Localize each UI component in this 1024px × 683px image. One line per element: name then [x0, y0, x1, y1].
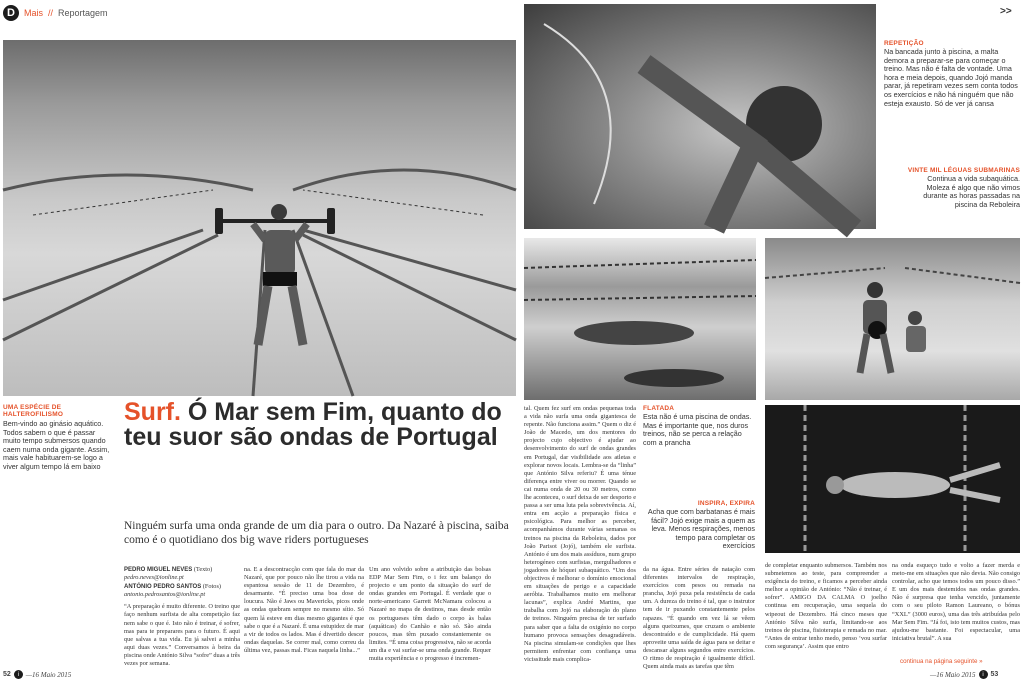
caption-text: Acha que com barbatanas é mais fácil? Jojó exige mais a quem as leva. Menos respirações, menos tempo para completar os exercícios [647, 507, 755, 551]
page-number-left: 52 [3, 671, 11, 678]
column-2-text: na. E a descontracção com que fala do mar da Nazaré, que por pouco não lhe tirou a vida na espantosa sessão de 11 de Dezembro, é desarmante. “É preciso uma boa dose de loucura. Não é Jaws ou Mavericks, picos onde as ondas quebram sempre no mesmo sítio. Só quem lá esteve em dias mesmo gigantes é que sabe o que é a Nazaré. É uma estupidez de mar a vir de todos os lados. Mas é divertido descer ondas daquelas. Se correr mal, como correu da última vez, passas mal. Ficas naquela linha...” [244, 566, 364, 654]
photo-kettlebell [765, 238, 1020, 400]
page-number-right: 53 [990, 671, 999, 678]
section-separator: // [48, 8, 54, 18]
byline-email-1: pedro.neves@ionline.pt [124, 574, 184, 582]
publication-logo: D [3, 5, 19, 21]
article-column-7 [892, 562, 1020, 647]
caption-text: Bem-vindo ao ginásio aquático. Todos sabem o que é passar muito tempo submersos quando caem numa onda gigante. Assim, mais vale habituarem-se logo a viver algum tempo lá em baixo [3, 419, 110, 471]
photo-swimmers-lanes [524, 238, 756, 400]
section-prefix: Mais [24, 8, 44, 18]
column-7-text: na onda esqueço tudo e volto a fazer merda e meto-me em situações que não devia. Não consigo controlar, acho que temos todos um pouco disso.” E um dos mais destemidos nas ondas grandes. Não é surpresa que tenha vencido, juntamente com o seu piloto Ramon Laureano, o bónus “XXL” (3000 euros), uma das três atribuídas pelo Mar Sem Fim. “Já foi, isto tem muitos custos, mas ajudou-me bastante. Foi espectacular, uma iniciativa brutal”. A sua [892, 562, 1020, 642]
article-column-2 [244, 566, 364, 666]
byline-author-2: ANTÓNIO PEDRO SANTOS [124, 584, 202, 591]
column-4-text: tal. Quem fez surf em ondas pequenas toda a vida não surfa uma onda gigantesca de repente. Não funciona assim.” Quem o diz é João de Macedo, um dos mentores do projecto cujo objectivo é ajudar ao desenvolvimento do surf de ondas grandes em Portugal, dar visibilidade aos atletas e explorar novos locais. Lembra-se da “linha” que António Silva referiu? É uma ténue diferença entre viver ou morrer. Quando se cai numa onda de 20 ou 30 metros, como lhe aconteceu, o surf deixa de ser desporto e passa a ser uma luta pela sobrevivência. Aí, entra em acção a preparação física e psicológica. Para melhor as perceber, acompanhámos durante várias semanas os treinos na piscina da Reboleira, dados por João Parisot (Jojó), também ele surfista. António é um dos mais assíduos, num grupo heterogéneo com surfistas, mergulhadores e jogadores de hóquei subaquático. “Um dos objectivos é melhorar o domínio emocional em situações de perigo e a capacidade aeróbia. Trabalhamos muito em melhorar lacunas”, explica André Martins, que trabalha com Jojó na elaboração do plano de treinos. Ninguém precisa de ter surfado para saber que a falta de oxigénio no corpo humano provoca sensações desagradáveis. Na piscina simulam-se condições que lhes permitem enfrentar com confiança uma vicissitude mais complica- [524, 405, 636, 663]
swimmer-illustration [524, 4, 876, 229]
caption-title: UMA ESPÉCIE DE HALTEROFILISMO [3, 404, 64, 418]
date-left: —16 Maio 2015 [25, 670, 72, 679]
next-page-icon: >> [1000, 6, 1012, 17]
caption-title: INSPIRA, EXPIRA [697, 500, 755, 507]
article-headline [124, 400, 514, 450]
headline-rest: Ó Mar sem Fim, quanto do teu suor são ondas de Portugal [124, 398, 502, 451]
caption-title: VINTE MIL LÉGUAS SUBMARINAS [907, 167, 1020, 174]
byline-author-1: PEDRO MIGUEL NEVES [124, 567, 193, 573]
swimmer-dark-illustration [765, 405, 1020, 553]
caption-title: FLATADA [643, 405, 675, 412]
headline-lead: Surf. [124, 398, 181, 426]
continue-arrow-icon: » [979, 658, 983, 665]
brand-logo-right: i [979, 670, 988, 679]
column-1-text: “A preparação é muito diferente. O treino que faço nenhum surfista de alta competição faz nem sabe o que é. Isto não é treinar, é sofrer, mas para te preparares para o futuro. É aqui que salvas a tua vida. Eu já salvei a minha aqui duas vezes.” Conversamos à beira da piscina onde António Silva “sofre” duas a três vezes por semana. [124, 603, 240, 668]
caption-vinte-mil [884, 167, 1020, 209]
article-column-5 [643, 566, 755, 671]
caption-halterofilismo [3, 404, 113, 472]
article-column-4 [524, 405, 636, 663]
main-photo-weightlifter [3, 40, 516, 396]
column-3-text: Um ano volvido sobre a atribuição das bolsas EDP Mar Sem Fim, o i fez um balanço do projecto e um ponto da situação do surf de ondas grandes em Portugal. É verdade que o norte-americano Garrett McNamara colocou a Nazaré no mapa de destinos, mas desde então os portugueses têm dado o corpo às balas (aquáticas) do Canhão e não só. São ainda poucos, mas têm puxado constantemente os limites. “É uma coisa progressiva, não se acorda um dia e vai surfar-se uma onda grande. Requer muita experiência e o progresso é incremen- [369, 566, 491, 663]
article-column-3 [369, 566, 491, 666]
byline-email-2: antonio.pedrosantos@ionline.pt [124, 591, 206, 599]
byline-role-2: (Fotos) [202, 583, 222, 591]
continue-link-text: continua na página seguinte [900, 658, 978, 665]
caption-text: Esta não é uma piscina de ondas. Mas é importante que, nos duros treinos, não se perca a relação com a prancha [643, 412, 752, 447]
caption-inspira [643, 500, 755, 551]
article-column-6 [765, 562, 887, 663]
photo-swimmer-close [524, 4, 876, 229]
caption-repeticao [884, 40, 1020, 108]
kettlebell-illustration [765, 238, 1020, 400]
footer-left [3, 670, 71, 679]
continue-link[interactable] [900, 658, 983, 665]
caption-flatada [643, 405, 755, 447]
brand-logo-left: i [14, 670, 23, 679]
column-5-text: da na água. Entre séries de natação com diferentes intervalos de respiração, exercícios com pesos ou remada na prancha, Jojó puxa pela resistência de cada um. A dureza do treino é tal, que o instrutor tem de ir puxando constantemente pelos rapazes. “É quando em vez lá se vêem alguns queixumes, que cruzam o ambiente descontraído e de cumplicidade. Há quem aproveite uma saída de água para se deitar e descansar alguns segundos entre exercícios. O ritmo de respiração é igualmente difícil. Quem ainda mais as tarefas que têm [643, 566, 755, 671]
byline-role-1: (Texto) [193, 566, 213, 573]
section-name: Reportagem [58, 8, 108, 18]
caption-text: Na bancada junto à piscina, a malta demora a preparar-se para começar o treino. Mas não é falta de vontade. Uma hora e meia depois, quando Jojó manda parar, já repetiram vezes sem conta todos os exercícios e não há ninguém que não esteja exausto. Só de ver já cansa [884, 47, 1018, 108]
swimmers-illustration [524, 238, 756, 400]
article-lead: Ninguém surfa uma onda grande de um dia para o outro. Da Nazaré à piscina, saiba como é o quotidiano dos big wave riders portugueses [124, 520, 509, 546]
article-column-1 [124, 566, 240, 666]
footer-right [930, 670, 998, 679]
date-right: —16 Maio 2015 [930, 670, 976, 679]
photo-swimmer-dark [765, 405, 1020, 553]
section-header [3, 5, 108, 21]
column-6-text: de completar enquanto submersos. Também nos submetemos ao teste, para compreender a exigência do treino, e ficamos a perceber ainda melhor a opinião de António: “Não é treinar, é sofrer”. AMIGO DA CALMA O joelho continua em recuperação, uma sequela do wipeout de Dezembro. Há cinco meses que António Silva não surfa, limitando-se aos treinos de piscina, fisioterapia e remada no mar. “Antes de entrar tenho medo, penso ‘vou surfar com segurança’. Assim que entro [765, 562, 887, 650]
pool-lanes-illustration [3, 40, 516, 396]
caption-text: Continua a vida subaquática. Moleza é algo que não vimos durante as horas passadas na piscina da Reboleira [923, 174, 1020, 209]
caption-title: REPETIÇÃO [884, 40, 924, 47]
